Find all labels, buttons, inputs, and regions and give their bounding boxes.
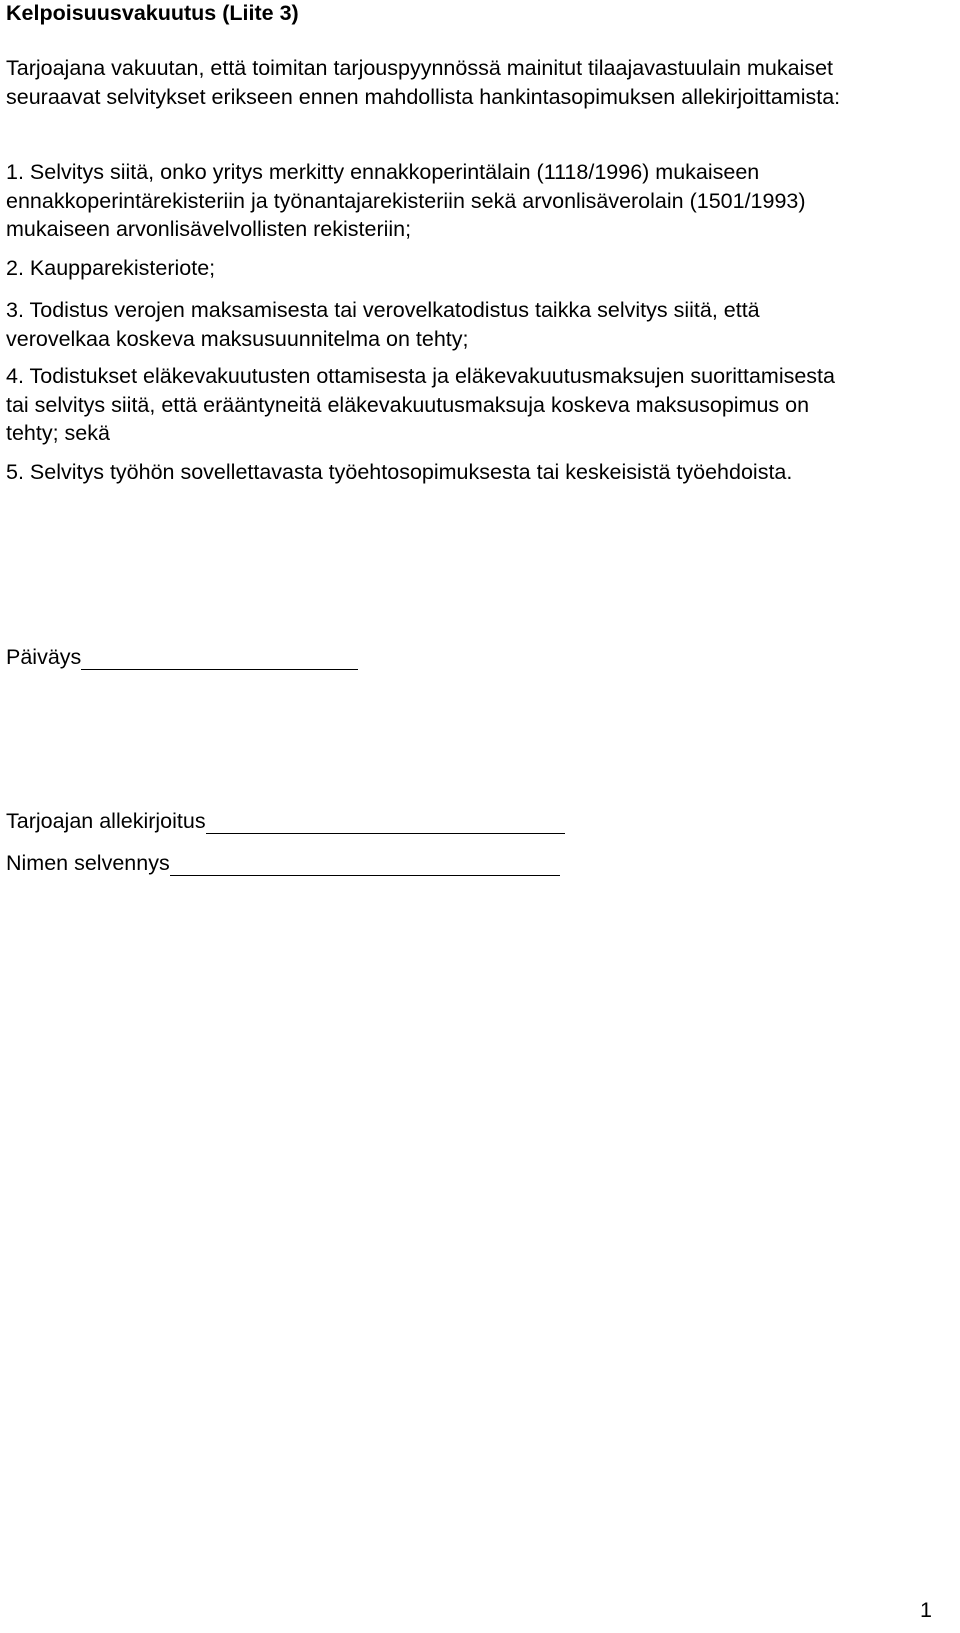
list-item-1: 1. Selvitys siitä, onko yritys merkitty ennakkoperintälain (1118/1996) mukaiseen ennakkoperintärekisteriin ja työnantajarekisteriin sekä arvonlisäverolain (1501/1993) mukaiseen arvonlisävelvollisten rekisteriin; (6, 160, 806, 241)
list-item-2: 2. Kaupparekisteriote; (6, 256, 216, 280)
name-label: Nimen selvennys (6, 851, 170, 875)
signature-line (6, 808, 565, 834)
date-field[interactable] (81, 649, 358, 670)
date-label: Päiväys (6, 645, 82, 669)
list-item-5: 5. Selvitys työhön sovellettavasta työehtosopimuksesta tai keskeisistä työehdoista. (6, 460, 793, 484)
name-line (6, 850, 560, 876)
name-field[interactable] (170, 855, 560, 876)
signature-label: Tarjoajan allekirjoitus (6, 809, 206, 833)
page-number: 1 (920, 1598, 932, 1622)
list-item-4: 4. Todistukset eläkevakuutusten ottamisesta ja eläkevakuutusmaksujen suorittamisesta tai selvitys siitä, että erääntyneitä eläkevakuutusmaksuja koskeva maksusopimus on tehty; sekä (6, 364, 835, 445)
date-line (6, 644, 358, 670)
intro-paragraph: Tarjoajana vakuutan, että toimitan tarjouspyynnössä mainitut tilaajavastuulain mukaiset seuraavat selvitykset erikseen ennen mahdollista hankintasopimuksen allekirjoittamista: (6, 56, 841, 109)
document-page (6, 0, 956, 1633)
list-item-3: 3. Todistus verojen maksamisesta tai verovelkatodistus taikka selvitys siitä, että verovelkaa koskeva maksusuunnitelma on tehty; (6, 298, 760, 351)
signature-field[interactable] (206, 813, 565, 834)
document-title: Kelpoisuusvakuutus (Liite 3) (6, 1, 299, 25)
